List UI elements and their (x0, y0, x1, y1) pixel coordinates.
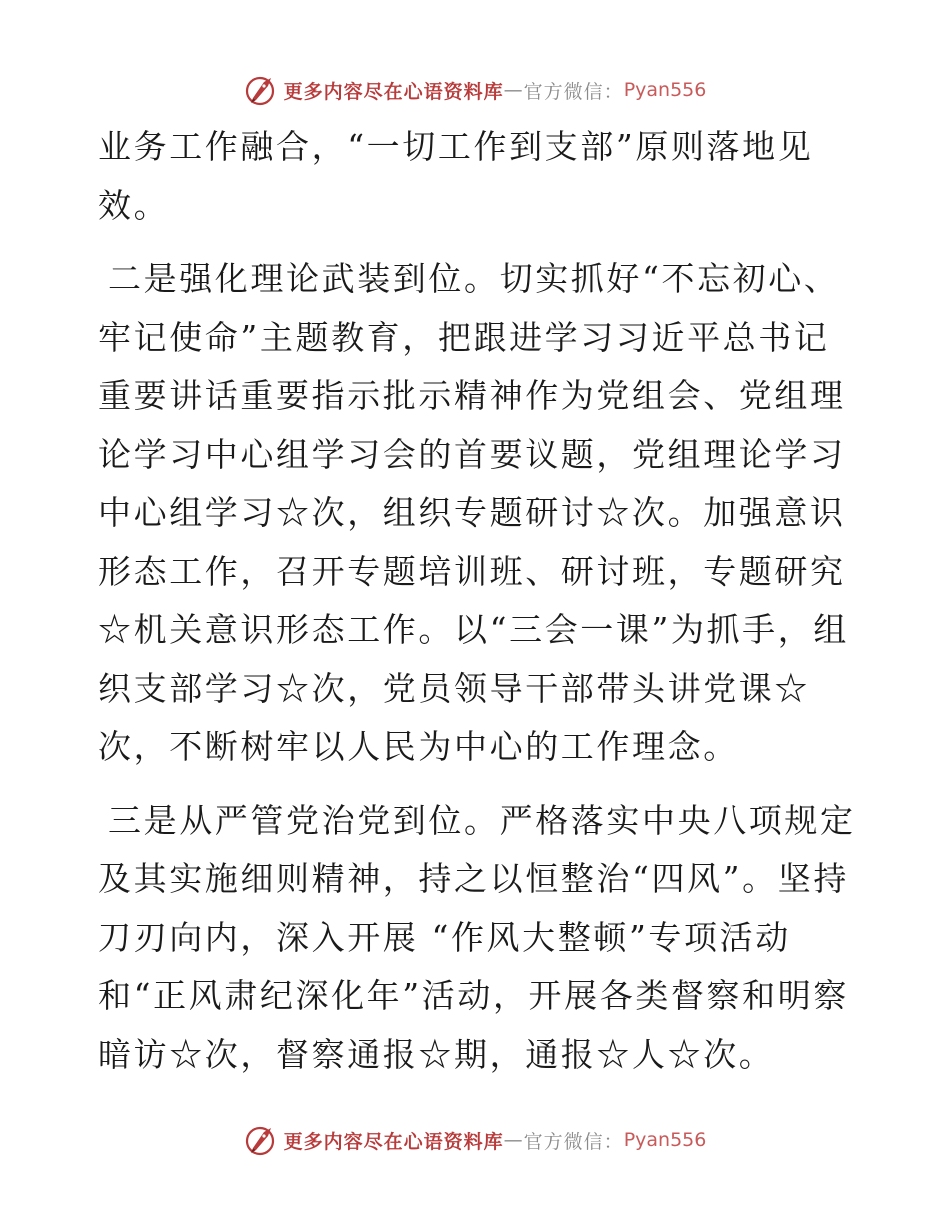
header-banner (0, 70, 950, 110)
banner-site-name: 更多内容尽在心语资料库 (283, 1130, 504, 1153)
footer-banner (0, 1120, 950, 1160)
pen-nib-logo-icon (244, 73, 278, 107)
paragraph-theory-study: 二是强化理论武装到位。切实抓好“不忘初心、牢记使命”主题教育，把跟进学习习近平总书记重要讲话重要指示批示精神作为党组会、党组理论学习中心组学习会的首要议题，党组理论学习中心组学习☆次，组织专题研讨☆次。加强意识形态工作，召开专题培训班、研讨班，专题研究☆机关意识形态工作。以“三会一课”为抓手，组织支部学习☆次，党员领导干部带头讲党课☆次，不断树牢以人民为中心的工作理念。 (98, 259, 849, 766)
banner-dash: — (503, 1129, 524, 1151)
banner-dash: — (503, 79, 524, 101)
document-body (98, 118, 858, 1084)
banner-wechat-id: Pyan556 (623, 1129, 707, 1151)
banner-wechat-label: 官方微信： (523, 1130, 624, 1153)
banner-site-name: 更多内容尽在心语资料库 (283, 80, 504, 103)
pen-nib-logo-icon (244, 1123, 278, 1157)
paragraph-continuation: 业务工作融合，“一切工作到支部”原则落地见效。 (98, 127, 814, 225)
banner-text (284, 77, 707, 104)
banner-wechat-label: 官方微信： (523, 80, 624, 103)
paragraph-party-discipline: 三是从严管党治党到位。严格落实中央八项规定及其实施细则精神，持之以恒整治“四风”。坚持刀刃向内，深入开展 “作风大整顿”专项活动和“正风肃纪深化年”活动，开展各类督察和明察暗访☆次，督察通报☆期，通报☆人☆次。 (98, 800, 856, 1074)
banner-text (284, 1127, 707, 1154)
banner-wechat-id: Pyan556 (623, 79, 707, 101)
